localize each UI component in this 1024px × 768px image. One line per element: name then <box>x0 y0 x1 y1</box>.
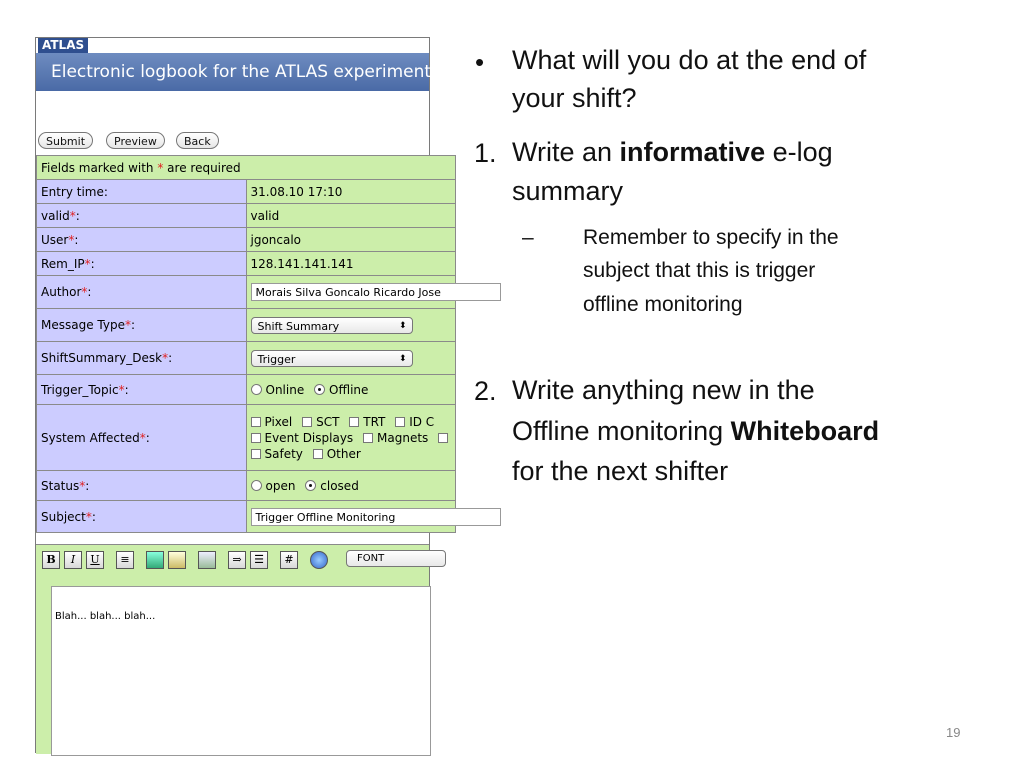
user-label: User*: <box>37 228 247 252</box>
status-options <box>246 471 456 501</box>
select-arrows-icon: ⬍ <box>398 320 407 331</box>
underline-button[interactable]: U <box>86 551 104 569</box>
italic-button[interactable]: I <box>64 551 82 569</box>
quote-icon[interactable]: ⇒ <box>228 551 246 569</box>
preview-button[interactable]: Preview <box>106 132 165 149</box>
system-checkbox-id[interactable]: ID C <box>395 415 434 429</box>
form-button-bar <box>36 127 429 155</box>
required-note: Fields marked with * are required <box>37 156 456 180</box>
elog-screenshot <box>35 37 441 753</box>
image-icon[interactable] <box>198 551 216 569</box>
status-open[interactable]: open <box>251 479 296 493</box>
font-select[interactable]: FONT <box>346 550 446 567</box>
shiftsummary-desk-label: ShiftSummary_Desk*: <box>37 342 247 375</box>
status-label: Status*: <box>37 471 247 501</box>
status-closed[interactable]: closed <box>305 479 359 493</box>
system-checkbox-pixel[interactable]: Pixel <box>251 415 293 429</box>
message-type-select[interactable]: Shift Summary ⬍ <box>251 317 413 334</box>
entry-time-value: 31.08.10 17:10 <box>246 180 456 204</box>
system-checkbox-other[interactable]: Other <box>313 447 361 461</box>
smiley-icon[interactable] <box>310 551 328 569</box>
system-checkbox-event-displays[interactable]: Event Displays <box>251 431 354 445</box>
system-checkbox-magnets[interactable]: Magnets <box>363 431 428 445</box>
trigger-topic-online[interactable]: Online <box>251 383 305 397</box>
item2-line-3: for the next shifter <box>512 456 729 486</box>
atlas-tab[interactable]: ATLAS <box>38 38 88 53</box>
item1-number: 1. <box>474 138 497 168</box>
system-affected-label: System Affected*: <box>37 405 247 471</box>
back-button[interactable]: Back <box>176 132 219 149</box>
item2-line-1: Write anything new in the <box>512 375 815 405</box>
elog-form <box>36 155 456 533</box>
code-hash-icon[interactable]: # <box>280 551 298 569</box>
message-body-text: Blah... blah... blah... <box>55 611 156 622</box>
message-body-editor[interactable] <box>51 586 431 756</box>
bold-button[interactable]: B <box>42 551 60 569</box>
sub-point-line-2: subject that this is trigger <box>583 259 816 282</box>
entry-time-label: Entry time: <box>37 180 247 204</box>
item1-line-2: summary <box>512 176 624 206</box>
slide-page-number: 19 <box>946 725 961 740</box>
item1-line-1: Write an informative e-log <box>512 137 833 167</box>
item2-line-2: Offline monitoring Whiteboard <box>512 416 880 446</box>
author-label: Author*: <box>37 276 247 309</box>
message-type-label: Message Type*: <box>37 309 247 342</box>
rem-ip-label: Rem_IP*: <box>37 252 247 276</box>
rem-ip-value: 128.141.141.141 <box>246 252 456 276</box>
system-checkbox-sct[interactable]: SCT <box>302 415 339 429</box>
bullet-marker: • <box>475 47 485 77</box>
sub-point-line-1: Remember to specify in the <box>583 226 839 249</box>
system-affected-options <box>246 405 456 471</box>
sub-dash: – <box>522 226 534 249</box>
user-value: jgoncalo <box>246 228 456 252</box>
sub-point-line-3: offline monitoring <box>583 293 743 316</box>
trigger-topic-offline[interactable]: Offline <box>314 383 368 397</box>
trigger-topic-options <box>246 375 456 405</box>
valid-value: valid <box>246 204 456 228</box>
main-point-line-2: your shift? <box>512 83 637 113</box>
valid-label: valid*: <box>37 204 247 228</box>
system-checkbox-safety[interactable]: Safety <box>251 447 303 461</box>
subject-label: Subject*: <box>37 501 247 533</box>
list-icon[interactable]: ☰ <box>250 551 268 569</box>
select-arrows-icon: ⬍ <box>398 353 407 364</box>
shiftsummary-desk-select[interactable]: Trigger ⬍ <box>251 350 413 367</box>
editor-frame <box>36 574 429 754</box>
system-checkbox-trt[interactable]: TRT <box>349 415 385 429</box>
author-field[interactable]: Morais Silva Goncalo Ricardo Jose <box>251 283 501 301</box>
item2-number: 2. <box>474 376 497 406</box>
main-point-line-1: What will you do at the end of <box>512 45 867 75</box>
submit-button[interactable]: Submit <box>38 132 93 149</box>
subject-field[interactable]: Trigger Offline Monitoring <box>251 508 501 526</box>
center-align-icon[interactable]: ≡ <box>116 551 134 569</box>
email-icon[interactable] <box>168 551 186 569</box>
editor-toolbar <box>36 544 429 575</box>
trigger-topic-label: Trigger_Topic*: <box>37 375 247 405</box>
elog-banner-title: Electronic logbook for the ATLAS experiment <box>36 53 429 91</box>
link-icon[interactable] <box>146 551 164 569</box>
